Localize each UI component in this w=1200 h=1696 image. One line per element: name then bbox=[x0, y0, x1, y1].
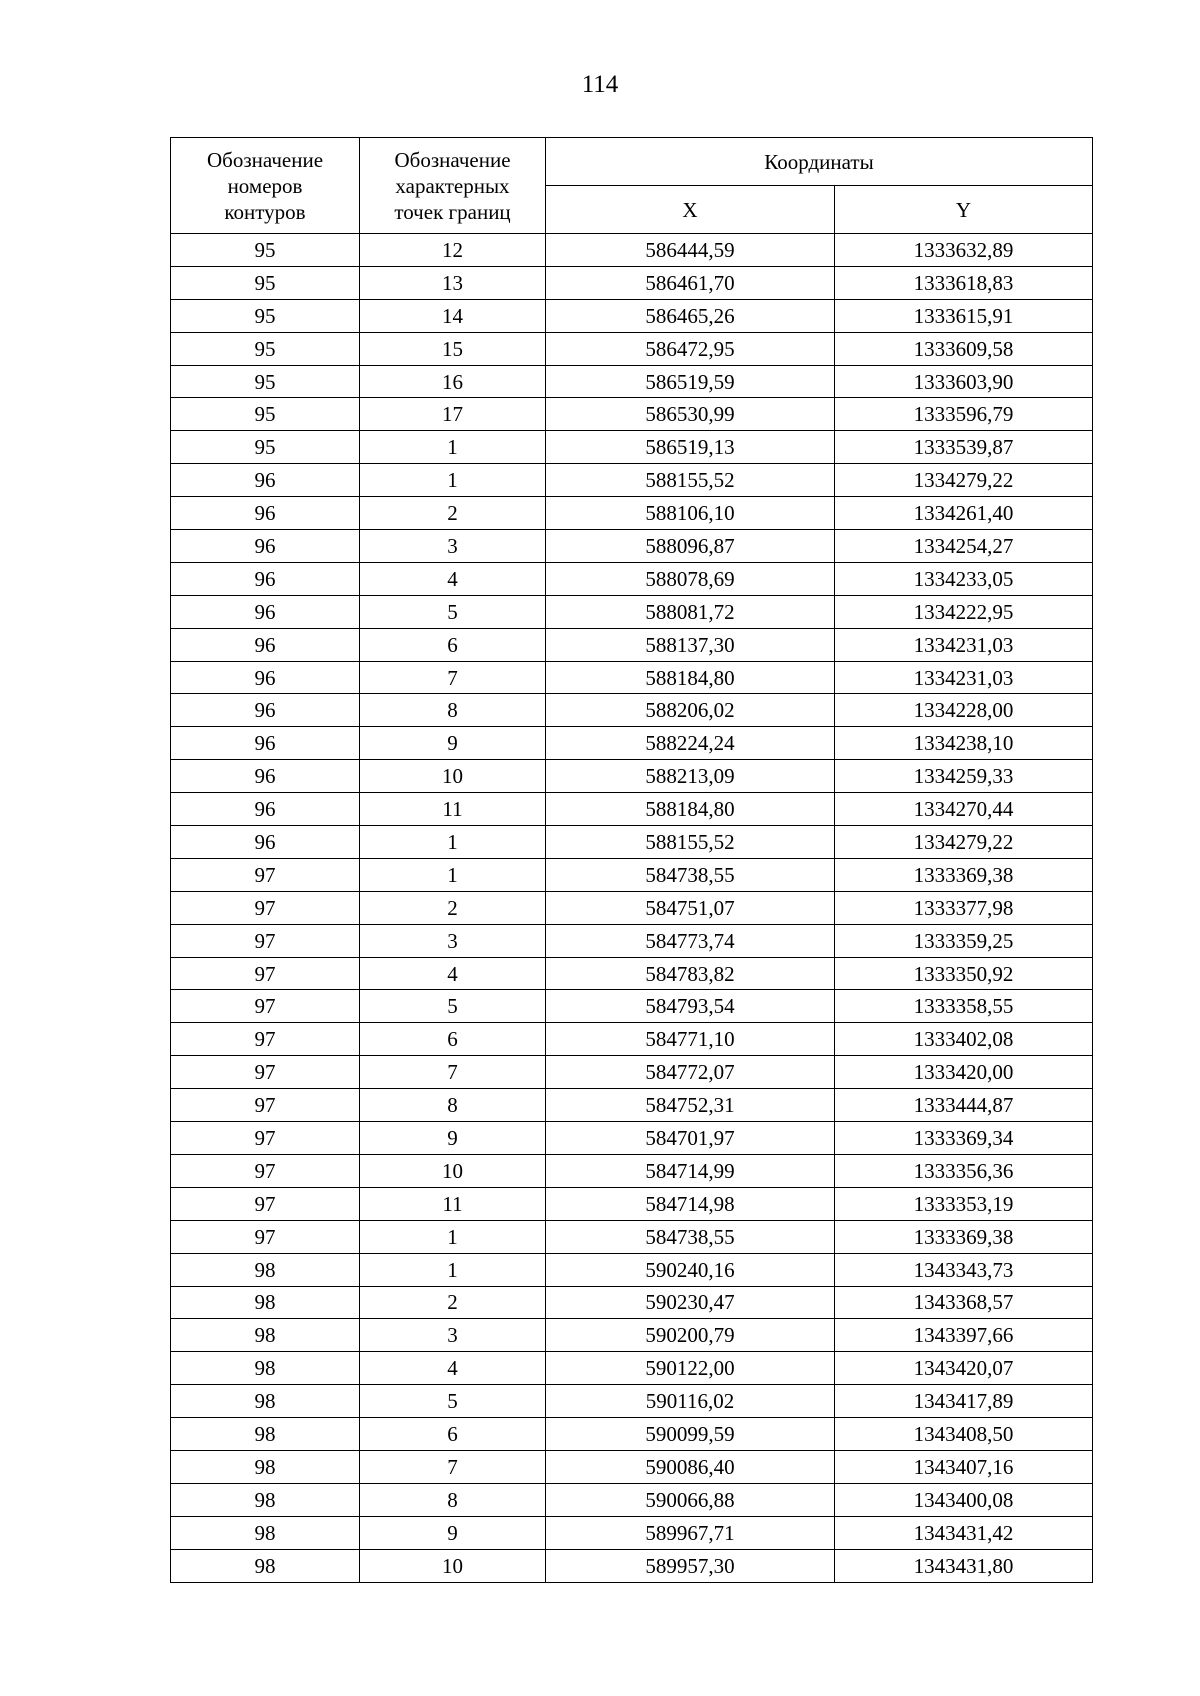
header-x: X bbox=[546, 186, 835, 234]
table-row bbox=[171, 464, 1093, 497]
cell-x: 589967,71 bbox=[546, 1516, 835, 1549]
cell-x: 588078,69 bbox=[546, 562, 835, 595]
table-row bbox=[171, 1549, 1093, 1582]
table-row bbox=[171, 1352, 1093, 1385]
table-row bbox=[171, 1418, 1093, 1451]
cell-point: 1 bbox=[360, 431, 546, 464]
cell-point: 7 bbox=[360, 1056, 546, 1089]
cell-point: 14 bbox=[360, 299, 546, 332]
table-row bbox=[171, 497, 1093, 530]
cell-y: 1343431,80 bbox=[835, 1549, 1093, 1582]
cell-y: 1333356,36 bbox=[835, 1154, 1093, 1187]
cell-x: 584738,55 bbox=[546, 858, 835, 891]
cell-point: 1 bbox=[360, 826, 546, 859]
cell-contour: 98 bbox=[171, 1450, 360, 1483]
cell-x: 588184,80 bbox=[546, 793, 835, 826]
cell-x: 588096,87 bbox=[546, 530, 835, 563]
cell-point: 4 bbox=[360, 562, 546, 595]
cell-y: 1333539,87 bbox=[835, 431, 1093, 464]
cell-point: 3 bbox=[360, 924, 546, 957]
cell-y: 1333369,34 bbox=[835, 1122, 1093, 1155]
cell-point: 10 bbox=[360, 760, 546, 793]
header-text: Обозначение bbox=[206, 147, 324, 172]
table-row bbox=[171, 1450, 1093, 1483]
cell-contour: 96 bbox=[171, 628, 360, 661]
cell-x: 590066,88 bbox=[546, 1483, 835, 1516]
cell-point: 9 bbox=[360, 727, 546, 760]
table-row bbox=[171, 760, 1093, 793]
cell-contour: 97 bbox=[171, 924, 360, 957]
cell-contour: 96 bbox=[171, 727, 360, 760]
header-text: контуров bbox=[224, 199, 306, 224]
cell-contour: 97 bbox=[171, 957, 360, 990]
cell-x: 584773,74 bbox=[546, 924, 835, 957]
cell-point: 8 bbox=[360, 694, 546, 727]
cell-x: 588137,30 bbox=[546, 628, 835, 661]
cell-x: 588155,52 bbox=[546, 826, 835, 859]
table-row bbox=[171, 694, 1093, 727]
table-row bbox=[171, 891, 1093, 924]
cell-x: 586472,95 bbox=[546, 332, 835, 365]
cell-y: 1343368,57 bbox=[835, 1286, 1093, 1319]
cell-y: 1343407,16 bbox=[835, 1450, 1093, 1483]
cell-contour: 98 bbox=[171, 1418, 360, 1451]
cell-y: 1343400,08 bbox=[835, 1483, 1093, 1516]
cell-point: 2 bbox=[360, 1286, 546, 1319]
cell-y: 1333420,00 bbox=[835, 1056, 1093, 1089]
table-row bbox=[171, 299, 1093, 332]
cell-contour: 96 bbox=[171, 826, 360, 859]
cell-x: 584771,10 bbox=[546, 1023, 835, 1056]
cell-point: 4 bbox=[360, 1352, 546, 1385]
cell-x: 588224,24 bbox=[546, 727, 835, 760]
cell-x: 589957,30 bbox=[546, 1549, 835, 1582]
table-row bbox=[171, 530, 1093, 563]
header-coordinates: Координаты bbox=[546, 138, 1093, 186]
header-text: характерных bbox=[395, 173, 510, 198]
cell-point: 1 bbox=[360, 464, 546, 497]
cell-contour: 95 bbox=[171, 398, 360, 431]
cell-x: 586519,59 bbox=[546, 365, 835, 398]
cell-y: 1343417,89 bbox=[835, 1385, 1093, 1418]
cell-x: 590200,79 bbox=[546, 1319, 835, 1352]
cell-y: 1333402,08 bbox=[835, 1023, 1093, 1056]
header-point-designation bbox=[360, 138, 546, 234]
cell-contour: 97 bbox=[171, 1023, 360, 1056]
cell-point: 5 bbox=[360, 595, 546, 628]
table-row bbox=[171, 431, 1093, 464]
cell-contour: 95 bbox=[171, 431, 360, 464]
cell-point: 3 bbox=[360, 530, 546, 563]
cell-contour: 98 bbox=[171, 1253, 360, 1286]
cell-y: 1334238,10 bbox=[835, 727, 1093, 760]
cell-contour: 98 bbox=[171, 1319, 360, 1352]
cell-x: 588081,72 bbox=[546, 595, 835, 628]
table-row bbox=[171, 924, 1093, 957]
table-row bbox=[171, 332, 1093, 365]
cell-contour: 97 bbox=[171, 858, 360, 891]
cell-point: 9 bbox=[360, 1122, 546, 1155]
header-text: Обозначение bbox=[394, 147, 511, 172]
cell-contour: 96 bbox=[171, 595, 360, 628]
cell-contour: 98 bbox=[171, 1385, 360, 1418]
page-number: 114 bbox=[581, 71, 619, 98]
cell-x: 588106,10 bbox=[546, 497, 835, 530]
cell-y: 1333632,89 bbox=[835, 234, 1093, 267]
table-row bbox=[171, 1319, 1093, 1352]
table-row bbox=[171, 661, 1093, 694]
cell-contour: 98 bbox=[171, 1286, 360, 1319]
cell-x: 584752,31 bbox=[546, 1089, 835, 1122]
cell-x: 588184,80 bbox=[546, 661, 835, 694]
table-row bbox=[171, 990, 1093, 1023]
table-row bbox=[171, 1056, 1093, 1089]
cell-contour: 97 bbox=[171, 1089, 360, 1122]
table-row bbox=[171, 398, 1093, 431]
cell-y: 1334228,00 bbox=[835, 694, 1093, 727]
header-text: номеров bbox=[227, 173, 303, 198]
table-row bbox=[171, 1154, 1093, 1187]
cell-contour: 97 bbox=[171, 891, 360, 924]
table-row bbox=[171, 562, 1093, 595]
cell-y: 1334233,05 bbox=[835, 562, 1093, 595]
table-row bbox=[171, 1253, 1093, 1286]
cell-contour: 96 bbox=[171, 760, 360, 793]
cell-point: 17 bbox=[360, 398, 546, 431]
cell-y: 1343420,07 bbox=[835, 1352, 1093, 1385]
table-row bbox=[171, 266, 1093, 299]
table-row bbox=[171, 826, 1093, 859]
cell-y: 1333358,55 bbox=[835, 990, 1093, 1023]
cell-y: 1343408,50 bbox=[835, 1418, 1093, 1451]
cell-contour: 97 bbox=[171, 1056, 360, 1089]
cell-y: 1334259,33 bbox=[835, 760, 1093, 793]
cell-point: 10 bbox=[360, 1549, 546, 1582]
cell-point: 1 bbox=[360, 1253, 546, 1286]
cell-y: 1333603,90 bbox=[835, 365, 1093, 398]
cell-y: 1334270,44 bbox=[835, 793, 1093, 826]
cell-contour: 95 bbox=[171, 234, 360, 267]
cell-contour: 97 bbox=[171, 1187, 360, 1220]
cell-contour: 98 bbox=[171, 1483, 360, 1516]
cell-y: 1343343,73 bbox=[835, 1253, 1093, 1286]
table-header-row bbox=[171, 138, 1093, 186]
cell-x: 584701,97 bbox=[546, 1122, 835, 1155]
cell-contour: 96 bbox=[171, 694, 360, 727]
cell-contour: 98 bbox=[171, 1549, 360, 1582]
cell-contour: 95 bbox=[171, 299, 360, 332]
cell-x: 584772,07 bbox=[546, 1056, 835, 1089]
cell-y: 1334222,95 bbox=[835, 595, 1093, 628]
table-row bbox=[171, 628, 1093, 661]
table-row bbox=[171, 1089, 1093, 1122]
header-contour-designation bbox=[171, 138, 360, 234]
cell-contour: 97 bbox=[171, 1122, 360, 1155]
cell-x: 590099,59 bbox=[546, 1418, 835, 1451]
cell-contour: 98 bbox=[171, 1352, 360, 1385]
cell-y: 1333369,38 bbox=[835, 858, 1093, 891]
cell-y: 1333377,98 bbox=[835, 891, 1093, 924]
table-row bbox=[171, 1286, 1093, 1319]
cell-point: 9 bbox=[360, 1516, 546, 1549]
cell-contour: 95 bbox=[171, 266, 360, 299]
cell-x: 584783,82 bbox=[546, 957, 835, 990]
cell-point: 13 bbox=[360, 266, 546, 299]
cell-contour: 96 bbox=[171, 497, 360, 530]
cell-contour: 97 bbox=[171, 1220, 360, 1253]
cell-y: 1333596,79 bbox=[835, 398, 1093, 431]
table-row bbox=[171, 1187, 1093, 1220]
cell-point: 16 bbox=[360, 365, 546, 398]
table-row bbox=[171, 1023, 1093, 1056]
cell-point: 8 bbox=[360, 1483, 546, 1516]
cell-point: 1 bbox=[360, 1220, 546, 1253]
cell-point: 7 bbox=[360, 1450, 546, 1483]
cell-contour: 98 bbox=[171, 1516, 360, 1549]
cell-point: 15 bbox=[360, 332, 546, 365]
cell-y: 1333350,92 bbox=[835, 957, 1093, 990]
table-row bbox=[171, 793, 1093, 826]
cell-contour: 96 bbox=[171, 793, 360, 826]
cell-point: 3 bbox=[360, 1319, 546, 1352]
cell-point: 5 bbox=[360, 1385, 546, 1418]
cell-x: 586530,99 bbox=[546, 398, 835, 431]
table-row bbox=[171, 1385, 1093, 1418]
cell-y: 1334279,22 bbox=[835, 826, 1093, 859]
cell-x: 584714,98 bbox=[546, 1187, 835, 1220]
cell-x: 584714,99 bbox=[546, 1154, 835, 1187]
cell-point: 5 bbox=[360, 990, 546, 1023]
cell-x: 588206,02 bbox=[546, 694, 835, 727]
cell-point: 8 bbox=[360, 1089, 546, 1122]
table-row bbox=[171, 234, 1093, 267]
cell-y: 1334279,22 bbox=[835, 464, 1093, 497]
table-row bbox=[171, 1516, 1093, 1549]
table-row bbox=[171, 1220, 1093, 1253]
cell-point: 12 bbox=[360, 234, 546, 267]
cell-point: 11 bbox=[360, 793, 546, 826]
cell-y: 1333444,87 bbox=[835, 1089, 1093, 1122]
cell-point: 2 bbox=[360, 497, 546, 530]
cell-x: 586465,26 bbox=[546, 299, 835, 332]
cell-contour: 96 bbox=[171, 464, 360, 497]
cell-y: 1333353,19 bbox=[835, 1187, 1093, 1220]
cell-x: 588213,09 bbox=[546, 760, 835, 793]
cell-contour: 96 bbox=[171, 530, 360, 563]
table-row bbox=[171, 858, 1093, 891]
cell-point: 6 bbox=[360, 1023, 546, 1056]
cell-x: 584738,55 bbox=[546, 1220, 835, 1253]
cell-y: 1334231,03 bbox=[835, 661, 1093, 694]
cell-y: 1333618,83 bbox=[835, 266, 1093, 299]
table-row bbox=[171, 1483, 1093, 1516]
cell-y: 1334231,03 bbox=[835, 628, 1093, 661]
cell-contour: 97 bbox=[171, 990, 360, 1023]
cell-y: 1343431,42 bbox=[835, 1516, 1093, 1549]
cell-x: 590122,00 bbox=[546, 1352, 835, 1385]
cell-point: 7 bbox=[360, 661, 546, 694]
cell-contour: 96 bbox=[171, 562, 360, 595]
table-row bbox=[171, 595, 1093, 628]
cell-contour: 95 bbox=[171, 332, 360, 365]
cell-y: 1333609,58 bbox=[835, 332, 1093, 365]
table-row bbox=[171, 957, 1093, 990]
cell-x: 584793,54 bbox=[546, 990, 835, 1023]
table-row bbox=[171, 1122, 1093, 1155]
cell-point: 11 bbox=[360, 1187, 546, 1220]
cell-point: 1 bbox=[360, 858, 546, 891]
coordinates-table bbox=[170, 137, 1093, 1583]
header-y: Y bbox=[835, 186, 1093, 234]
cell-y: 1334254,27 bbox=[835, 530, 1093, 563]
header-text: точек границ bbox=[394, 199, 511, 224]
table-row bbox=[171, 727, 1093, 760]
cell-contour: 97 bbox=[171, 1154, 360, 1187]
cell-y: 1343397,66 bbox=[835, 1319, 1093, 1352]
table-body bbox=[171, 234, 1093, 1583]
cell-x: 590086,40 bbox=[546, 1450, 835, 1483]
cell-point: 4 bbox=[360, 957, 546, 990]
cell-point: 6 bbox=[360, 628, 546, 661]
cell-contour: 96 bbox=[171, 661, 360, 694]
cell-y: 1333615,91 bbox=[835, 299, 1093, 332]
cell-contour: 95 bbox=[171, 365, 360, 398]
cell-y: 1333359,25 bbox=[835, 924, 1093, 957]
cell-x: 586444,59 bbox=[546, 234, 835, 267]
table-row bbox=[171, 365, 1093, 398]
cell-x: 586519,13 bbox=[546, 431, 835, 464]
cell-x: 588155,52 bbox=[546, 464, 835, 497]
cell-x: 586461,70 bbox=[546, 266, 835, 299]
cell-x: 590116,02 bbox=[546, 1385, 835, 1418]
cell-point: 6 bbox=[360, 1418, 546, 1451]
cell-y: 1333369,38 bbox=[835, 1220, 1093, 1253]
cell-x: 590240,16 bbox=[546, 1253, 835, 1286]
cell-point: 10 bbox=[360, 1154, 546, 1187]
cell-x: 590230,47 bbox=[546, 1286, 835, 1319]
cell-y: 1334261,40 bbox=[835, 497, 1093, 530]
cell-x: 584751,07 bbox=[546, 891, 835, 924]
cell-point: 2 bbox=[360, 891, 546, 924]
